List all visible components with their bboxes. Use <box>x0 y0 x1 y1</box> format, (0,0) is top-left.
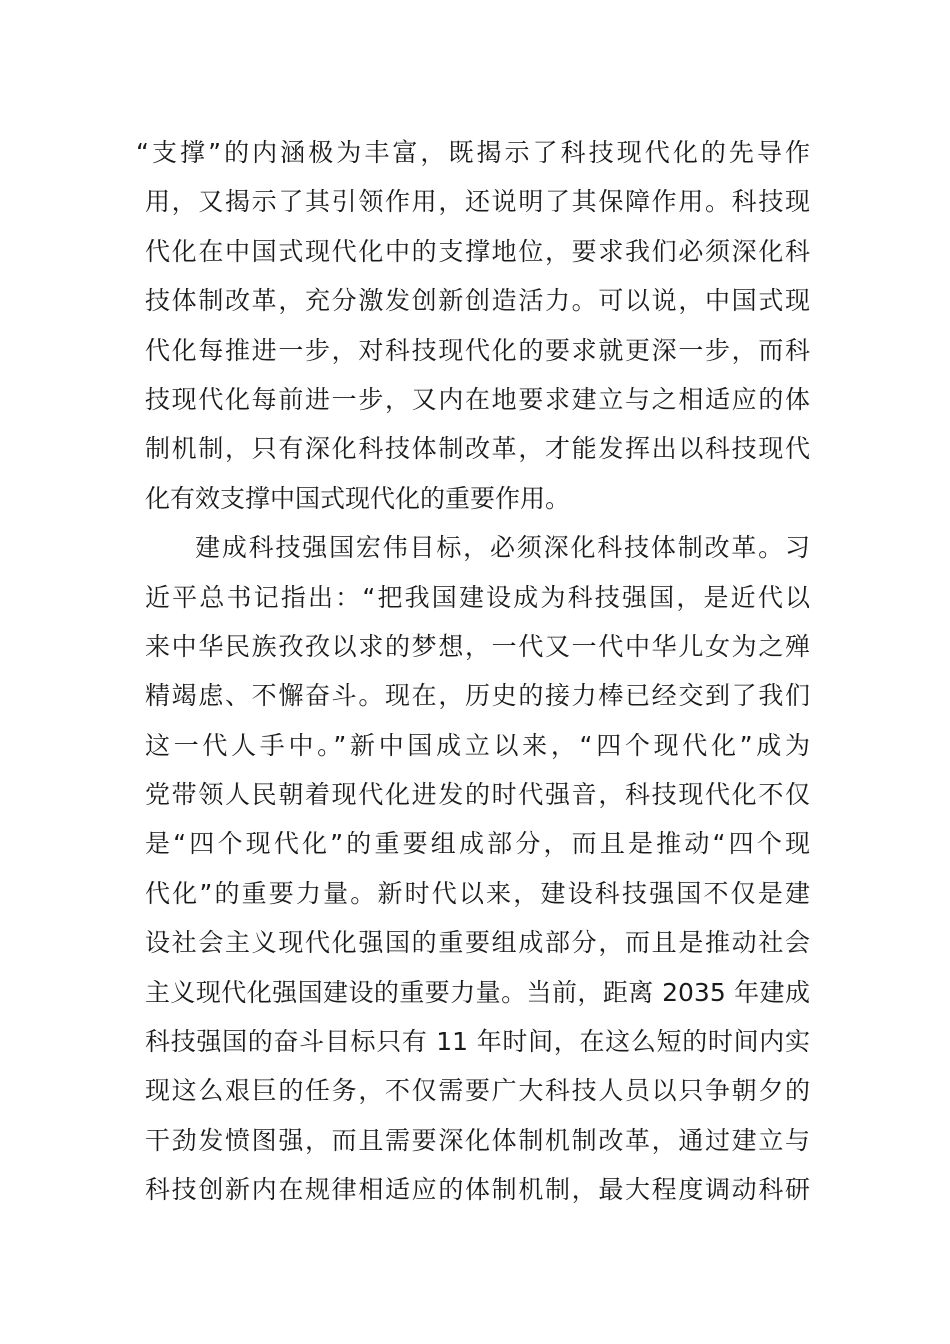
text-line: 党带领人民朝着现代化进发的时代强音，科技现代化不仅 <box>145 780 810 810</box>
text-line: 来中华民族孜孜以求的梦想，一代又一代中华儿女为之殚 <box>145 631 810 661</box>
text-line: 建成科技强国宏伟目标，必须深化科技体制改革。习 <box>195 533 810 563</box>
text-line: 代化每推进一步，对科技现代化的要求就更深一步，而科 <box>145 335 810 365</box>
text-line: 科技强国的奋斗目标只有 11 年时间，在这么短的时间内实 <box>145 1027 810 1057</box>
text-line: 近平总书记指出：“把我国建设成为科技强国，是近代以 <box>145 582 810 612</box>
text-line: 制机制，只有深化科技体制改革，才能发挥出以科技现代 <box>145 434 810 464</box>
text-line: 科技创新内在规律相适应的体制机制，最大程度调动科研 <box>145 1175 810 1205</box>
text-line: “支撑”的内涵极为丰富，既揭示了科技现代化的先导作 <box>136 138 810 167</box>
text-line: 现这么艰巨的任务，不仅需要广大科技人员以只争朝夕的 <box>145 1076 810 1106</box>
text-line: 精竭虑、不懈奋斗。现在，历史的接力棒已经交到了我们 <box>145 681 810 711</box>
text-line: 代化在中国式现代化中的支撑地位，要求我们必须深化科 <box>145 236 810 266</box>
text-line: 是“四个现代化”的重要组成部分，而且是推动“四个现 <box>145 829 810 859</box>
text-line: 设社会主义现代化强国的重要组成部分，而且是推动社会 <box>145 928 810 958</box>
text-line: 这一代人手中。”新中国成立以来，“四个现代化”成为 <box>145 730 810 760</box>
text-line: 干劲发愤图强，而且需要深化体制机制改革，通过建立与 <box>145 1125 810 1155</box>
text-line: 技现代化每前进一步，又内在地要求建立与之相适应的体 <box>145 384 810 414</box>
text-line: 技体制改革，充分激发创新创造活力。可以说，中国式现 <box>145 286 810 316</box>
text-line: 代化”的重要力量。新时代以来，建设科技强国不仅是建 <box>145 878 810 908</box>
text-line: 化有效支撑中国式现代化的重要作用。 <box>145 483 571 513</box>
body-text <box>136 128 810 1215</box>
text-line: 主义现代化强国建设的重要力量。当前，距离 2035 年建成 <box>145 977 810 1007</box>
text-line: 用，又揭示了其引领作用，还说明了其保障作用。科技现 <box>145 187 810 217</box>
